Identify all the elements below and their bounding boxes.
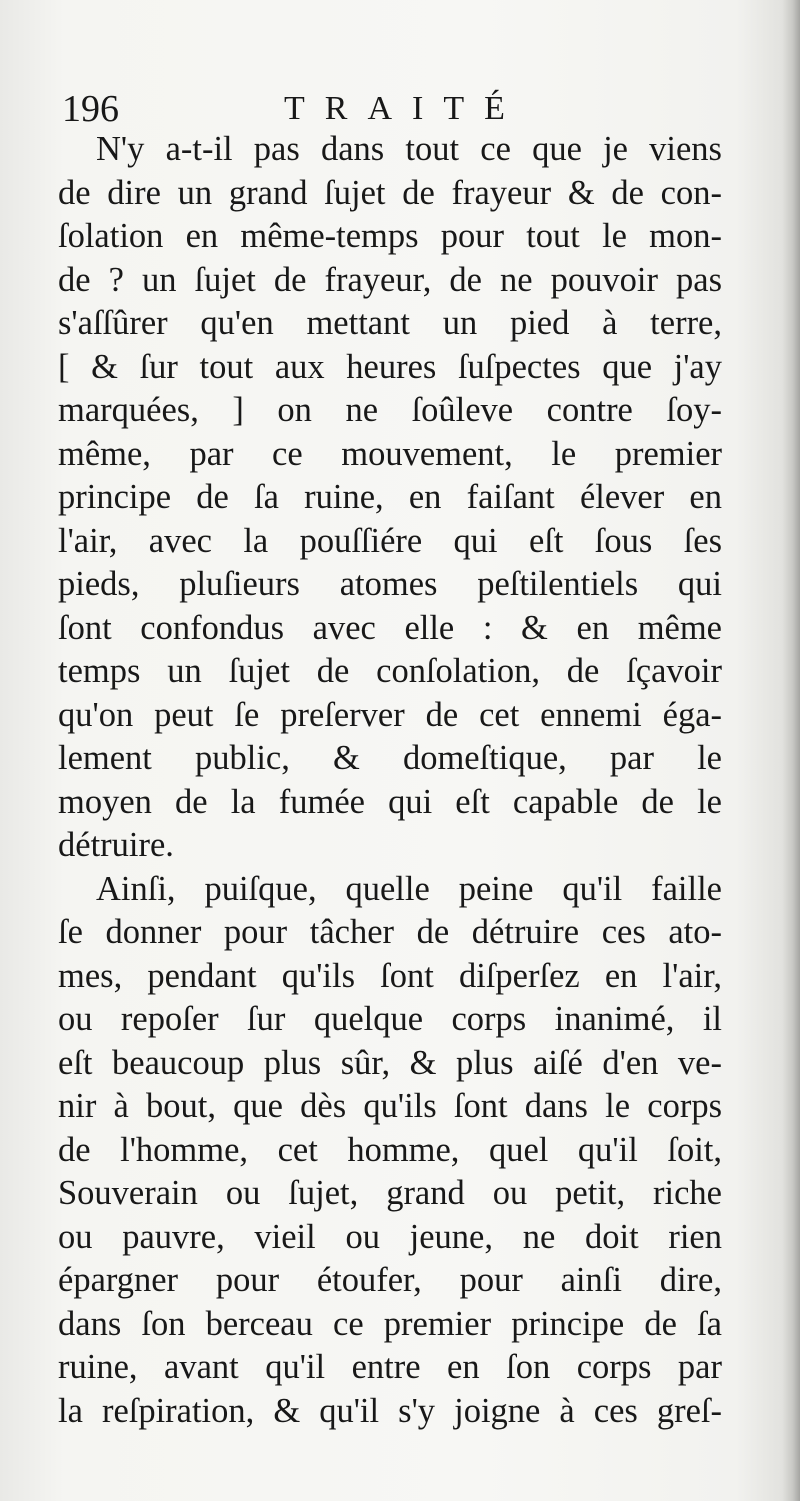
text-line: eſt beaucoup plus sûr, & plus aiſé d'en ve- <box>58 1043 722 1082</box>
text-line: Ainſi, puiſque, quelle peine qu'il faille <box>96 869 722 908</box>
page-number: 196 <box>62 88 119 130</box>
text-line: principe de ſa ruine, en faiſant élever en <box>58 478 722 516</box>
page-header <box>62 84 742 134</box>
text-line: marquées, ] on ne ſoûleve contre ſoy- <box>58 391 722 429</box>
text-line: même, par ce mouvement, le premier <box>58 434 722 473</box>
text-line: pieds, pluſieurs atomes peſtilentiels qui <box>58 565 722 603</box>
text-line: ſont confondus avec elle : & en même <box>58 608 722 647</box>
paragraph <box>58 868 722 1434</box>
page-gutter-shadow <box>782 0 800 1501</box>
text-line: l'air, avec la pouſſiére qui eſt ſous ſes <box>58 521 722 560</box>
text-line: temps un ſujet de conſolation, de ſçavoir <box>58 652 722 690</box>
text-line: mes, pendant qu'ils ſont diſperſez en l'air, <box>58 956 722 995</box>
text-line: nir à bout, que dès qu'ils ſont dans le corps <box>58 1087 722 1125</box>
text-line: qu'on peut ſe preſerver de cet ennemi éga- <box>58 695 722 734</box>
text-line: ou pauvre, vieil ou jeune, ne doit rien <box>58 1217 722 1256</box>
text-line: dans ſon berceau ce premier principe de ſa <box>58 1304 722 1343</box>
text-line: la reſpiration, & qu'il s'y joigne à ces greſ- <box>58 1391 722 1430</box>
text-line: N'y a-t-il pas dans tout ce que je viens <box>96 130 722 168</box>
running-title: TRAITÉ <box>284 90 525 127</box>
text-line: s'aſſûrer qu'en mettant un pied à terre, <box>58 304 722 342</box>
body-text <box>58 128 722 1433</box>
text-line: de ? un ſujet de frayeur, de ne pouvoir pas <box>58 260 722 299</box>
text-line: moyen de la fumée qui eſt capable de le <box>58 782 722 821</box>
text-line: ſolation en même-temps pour tout le mon- <box>58 217 722 255</box>
text-line: [ & ſur tout aux heures ſuſpectes que j'ay <box>58 347 722 386</box>
text-line: lement public, & domeſtique, par le <box>58 739 722 777</box>
text-line: ou repoſer ſur quelque corps inanimé, il <box>58 1000 722 1038</box>
text-line: ruine, avant qu'il entre en ſon corps par <box>58 1348 722 1386</box>
text-line: détruire. <box>58 826 174 864</box>
text-line: épargner pour étoufer, pour ainſi dire, <box>58 1261 722 1299</box>
text-line: de l'homme, cet homme, quel qu'il ſoit, <box>58 1130 722 1169</box>
text-line: ſe donner pour tâcher de détruire ces ato- <box>58 913 722 951</box>
text-line: Souverain ou ſujet, grand ou petit, riche <box>58 1174 722 1212</box>
paragraph <box>58 128 722 868</box>
text-line: de dire un grand ſujet de frayeur & de con- <box>58 173 722 212</box>
